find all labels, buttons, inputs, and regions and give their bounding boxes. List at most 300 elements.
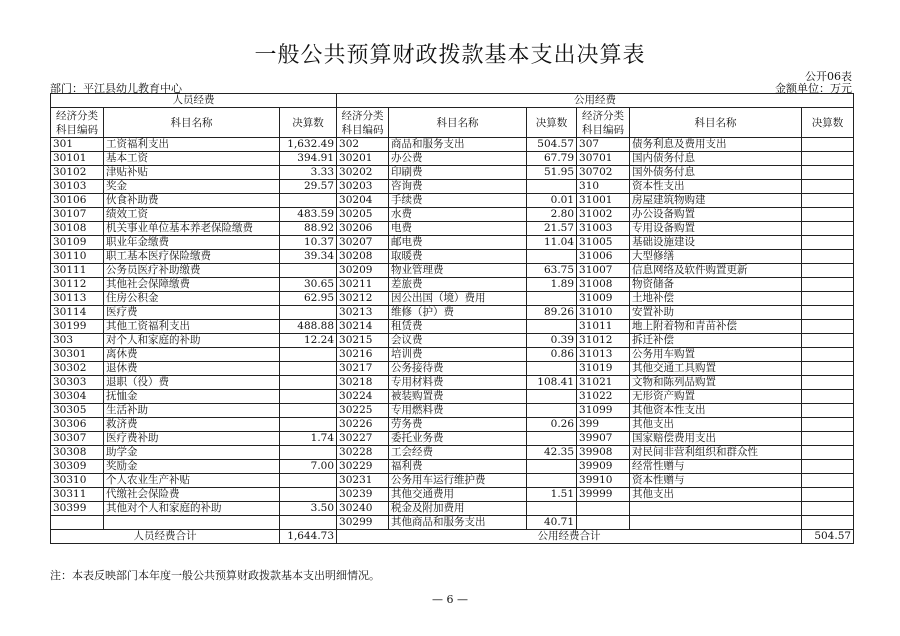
- amount-cell: 51.95: [527, 166, 577, 180]
- table-row: [51, 180, 854, 194]
- amount-cell: [802, 250, 854, 264]
- amount-cell: [527, 250, 577, 264]
- amount-cell: 1.74: [280, 432, 337, 446]
- code-cell: [577, 516, 630, 530]
- code-cell: 31010: [577, 306, 630, 320]
- name-cell: 医疗费: [104, 306, 280, 320]
- code-cell: 31003: [577, 222, 630, 236]
- col-name-header: 科目名称: [630, 108, 802, 138]
- name-cell: 邮电费: [389, 236, 527, 250]
- name-cell: 商品和服务支出: [389, 138, 527, 152]
- code-cell: 30311: [51, 488, 104, 502]
- code-cell: 30103: [51, 180, 104, 194]
- name-cell: 其他社会保障缴费: [104, 278, 280, 292]
- amount-cell: [802, 376, 854, 390]
- name-cell: 工会经费: [389, 446, 527, 460]
- table-row: [51, 236, 854, 250]
- name-cell: 抚恤金: [104, 390, 280, 404]
- name-cell: 其他商品和服务支出: [389, 516, 527, 530]
- amount-cell: 12.24: [280, 334, 337, 348]
- name-cell: 专用燃料费: [389, 404, 527, 418]
- name-cell: 助学金: [104, 446, 280, 460]
- personnel-total-label: 人员经费合计: [51, 530, 280, 544]
- code-cell: 30303: [51, 376, 104, 390]
- code-cell: 307: [577, 138, 630, 152]
- name-cell: 奖金: [104, 180, 280, 194]
- amount-cell: 89.26: [527, 306, 577, 320]
- code-cell: 30106: [51, 194, 104, 208]
- code-cell: 30302: [51, 362, 104, 376]
- name-cell: 公务员医疗补助缴费: [104, 264, 280, 278]
- code-cell: 30226: [337, 418, 389, 432]
- table-row: [51, 208, 854, 222]
- amount-cell: [527, 432, 577, 446]
- department-label: 部门：平江县幼儿教育中心: [50, 82, 182, 95]
- amount-cell: [802, 292, 854, 306]
- amount-cell: [802, 348, 854, 362]
- name-cell: 电费: [389, 222, 527, 236]
- name-cell: 因公出国（境）费用: [389, 292, 527, 306]
- amount-cell: 0.01: [527, 194, 577, 208]
- amount-cell: [280, 516, 337, 530]
- code-cell: 30108: [51, 222, 104, 236]
- name-cell: 公务接待费: [389, 362, 527, 376]
- col-code-header: 经济分类科目编码: [577, 108, 630, 138]
- amount-cell: [280, 390, 337, 404]
- name-cell: 对民间非营利组织和群众性: [630, 446, 802, 460]
- amount-cell: [802, 446, 854, 460]
- amount-cell: [280, 362, 337, 376]
- code-cell: 30211: [337, 278, 389, 292]
- amount-cell: [802, 418, 854, 432]
- amount-cell: 483.59: [280, 208, 337, 222]
- amount-cell: [802, 334, 854, 348]
- name-cell: 培训费: [389, 348, 527, 362]
- amount-cell: [280, 376, 337, 390]
- amount-cell: [527, 320, 577, 334]
- amount-cell: [802, 166, 854, 180]
- table-row: [51, 488, 854, 502]
- amount-cell: 1.51: [527, 488, 577, 502]
- code-cell: 30216: [337, 348, 389, 362]
- code-cell: 30399: [51, 502, 104, 516]
- name-cell: 其他支出: [630, 418, 802, 432]
- amount-cell: [280, 474, 337, 488]
- name-cell: 职工基本医疗保险缴费: [104, 250, 280, 264]
- code-cell: 30214: [337, 320, 389, 334]
- code-cell: 30112: [51, 278, 104, 292]
- amount-cell: [802, 194, 854, 208]
- amount-cell: 394.91: [280, 152, 337, 166]
- name-cell: 咨询费: [389, 180, 527, 194]
- amount-cell: 63.75: [527, 264, 577, 278]
- code-cell: 30114: [51, 306, 104, 320]
- name-cell: 公务用车购置: [630, 348, 802, 362]
- amount-cell: [802, 516, 854, 530]
- code-cell: 30224: [337, 390, 389, 404]
- name-cell: 福利费: [389, 460, 527, 474]
- amount-cell: [802, 432, 854, 446]
- table-row: [51, 502, 854, 516]
- name-cell: 机关事业单位基本养老保险缴费: [104, 222, 280, 236]
- code-cell: 30110: [51, 250, 104, 264]
- name-cell: 伙食补助费: [104, 194, 280, 208]
- code-cell: 30306: [51, 418, 104, 432]
- code-cell: 30231: [337, 474, 389, 488]
- name-cell: 大型修缮: [630, 250, 802, 264]
- name-cell: 物资储备: [630, 278, 802, 292]
- amount-cell: [802, 306, 854, 320]
- name-cell: 国内债务付息: [630, 152, 802, 166]
- name-cell: 拆迁补偿: [630, 334, 802, 348]
- amount-cell: [802, 474, 854, 488]
- table-row: [51, 348, 854, 362]
- name-cell: 印刷费: [389, 166, 527, 180]
- table-row: [51, 446, 854, 460]
- name-cell: 基础设施建设: [630, 236, 802, 250]
- name-cell: 其他对个人和家庭的补助: [104, 502, 280, 516]
- amount-cell: 29.57: [280, 180, 337, 194]
- amount-cell: [280, 264, 337, 278]
- table-row: [51, 418, 854, 432]
- code-cell: 30109: [51, 236, 104, 250]
- name-cell: 租赁费: [389, 320, 527, 334]
- name-cell: 其他资本性支出: [630, 404, 802, 418]
- amount-cell: [527, 362, 577, 376]
- code-cell: 30225: [337, 404, 389, 418]
- code-cell: 30203: [337, 180, 389, 194]
- amount-cell: [802, 152, 854, 166]
- code-cell: 30304: [51, 390, 104, 404]
- name-cell: 差旅费: [389, 278, 527, 292]
- amount-cell: [280, 418, 337, 432]
- name-cell: 文物和陈列品购置: [630, 376, 802, 390]
- footnote: 注：本表反映部门本年度一般公共预算财政拨款基本支出明细情况。: [50, 569, 380, 582]
- amount-cell: 488.88: [280, 320, 337, 334]
- code-cell: 39909: [577, 460, 630, 474]
- personnel-section-header: 人员经费: [51, 94, 337, 108]
- name-cell: 工资福利支出: [104, 138, 280, 152]
- code-cell: [577, 502, 630, 516]
- name-cell: 办公设备购置: [630, 208, 802, 222]
- name-cell: 安置补助: [630, 306, 802, 320]
- amount-cell: [802, 278, 854, 292]
- amount-cell: 7.00: [280, 460, 337, 474]
- code-cell: 30208: [337, 250, 389, 264]
- amount-cell: 0.26: [527, 418, 577, 432]
- amount-cell: [527, 180, 577, 194]
- col-code-header: 经济分类科目编码: [51, 108, 104, 138]
- name-cell: 其他支出: [630, 488, 802, 502]
- code-cell: 310: [577, 180, 630, 194]
- amount-cell: [802, 264, 854, 278]
- amount-cell: [802, 320, 854, 334]
- name-cell: 国家赔偿费用支出: [630, 432, 802, 446]
- code-cell: 39999: [577, 488, 630, 502]
- table-row: [51, 390, 854, 404]
- name-cell: 房屋建筑物购建: [630, 194, 802, 208]
- amount-cell: 504.57: [527, 138, 577, 152]
- amount-cell: [527, 390, 577, 404]
- amount-cell: 11.04: [527, 236, 577, 250]
- code-cell: 30201: [337, 152, 389, 166]
- name-cell: 资本性赠与: [630, 474, 802, 488]
- name-cell: 救济费: [104, 418, 280, 432]
- code-cell: 30309: [51, 460, 104, 474]
- code-cell: 30308: [51, 446, 104, 460]
- code-cell: 30113: [51, 292, 104, 306]
- table-row: [51, 278, 854, 292]
- page-number: — 6 —: [432, 593, 468, 606]
- code-cell: 30101: [51, 152, 104, 166]
- code-cell: 30218: [337, 376, 389, 390]
- name-cell: 其他交通工具购置: [630, 362, 802, 376]
- table-row: [51, 292, 854, 306]
- code-cell: 30207: [337, 236, 389, 250]
- code-cell: 30217: [337, 362, 389, 376]
- table-row: [51, 320, 854, 334]
- code-cell: 31009: [577, 292, 630, 306]
- table-row: [51, 264, 854, 278]
- code-cell: 31007: [577, 264, 630, 278]
- code-cell: 30702: [577, 166, 630, 180]
- budget-table: [50, 93, 854, 544]
- code-cell: 30205: [337, 208, 389, 222]
- amount-cell: [802, 488, 854, 502]
- amount-cell: 39.34: [280, 250, 337, 264]
- code-cell: 30204: [337, 194, 389, 208]
- amount-cell: 3.33: [280, 166, 337, 180]
- amount-cell: 21.57: [527, 222, 577, 236]
- name-cell: 职业年金缴费: [104, 236, 280, 250]
- name-cell: 住房公积金: [104, 292, 280, 306]
- table-code: 公开06表: [805, 70, 852, 83]
- code-cell: 31011: [577, 320, 630, 334]
- code-cell: 30239: [337, 488, 389, 502]
- amount-cell: 3.50: [280, 502, 337, 516]
- code-cell: 303: [51, 334, 104, 348]
- amount-cell: 1.89: [527, 278, 577, 292]
- code-cell: 39910: [577, 474, 630, 488]
- unit-label: 金额单位：万元: [775, 82, 852, 95]
- code-cell: 30107: [51, 208, 104, 222]
- amount-cell: [802, 222, 854, 236]
- code-cell: 31001: [577, 194, 630, 208]
- name-cell: 代缴社会保险费: [104, 488, 280, 502]
- code-cell: 30305: [51, 404, 104, 418]
- table-row: [51, 194, 854, 208]
- name-cell: [630, 502, 802, 516]
- amount-cell: 0.86: [527, 348, 577, 362]
- name-cell: 专用设备购置: [630, 222, 802, 236]
- name-cell: 信息网络及软件购置更新: [630, 264, 802, 278]
- table-row: [51, 250, 854, 264]
- name-cell: 办公费: [389, 152, 527, 166]
- amount-cell: [802, 180, 854, 194]
- name-cell: 劳务费: [389, 418, 527, 432]
- table-row: [51, 404, 854, 418]
- name-cell: 奖励金: [104, 460, 280, 474]
- amount-cell: [527, 502, 577, 516]
- public-total-value: 504.57: [802, 530, 854, 544]
- name-cell: 土地补偿: [630, 292, 802, 306]
- public-total-label: 公用经费合计: [337, 530, 802, 544]
- name-cell: 对个人和家庭的补助: [104, 334, 280, 348]
- amount-cell: 67.79: [527, 152, 577, 166]
- col-amount-header: 决算数: [280, 108, 337, 138]
- col-amount-header: 决算数: [527, 108, 577, 138]
- name-cell: 医疗费补助: [104, 432, 280, 446]
- code-cell: 30206: [337, 222, 389, 236]
- code-cell: 302: [337, 138, 389, 152]
- amount-cell: [280, 446, 337, 460]
- amount-cell: 108.41: [527, 376, 577, 390]
- name-cell: 债务利息及费用支出: [630, 138, 802, 152]
- amount-cell: 30.65: [280, 278, 337, 292]
- code-cell: 30212: [337, 292, 389, 306]
- code-cell: 31099: [577, 404, 630, 418]
- public-section-header: 公用经费: [337, 94, 854, 108]
- table-row: [51, 166, 854, 180]
- name-cell: 退休费: [104, 362, 280, 376]
- code-cell: 30299: [337, 516, 389, 530]
- code-cell: 30213: [337, 306, 389, 320]
- code-cell: 30228: [337, 446, 389, 460]
- code-cell: 31006: [577, 250, 630, 264]
- name-cell: 其他工资福利支出: [104, 320, 280, 334]
- amount-cell: [802, 404, 854, 418]
- code-cell: 30307: [51, 432, 104, 446]
- table-row: [51, 306, 854, 320]
- table-row: [51, 334, 854, 348]
- amount-cell: 42.35: [527, 446, 577, 460]
- col-name-header: 科目名称: [104, 108, 280, 138]
- col-code-header: 经济分类科目编码: [337, 108, 389, 138]
- code-cell: 30202: [337, 166, 389, 180]
- amount-cell: [802, 236, 854, 250]
- table-row: [51, 460, 854, 474]
- amount-cell: [527, 460, 577, 474]
- amount-cell: 1,632.49: [280, 138, 337, 152]
- name-cell: 取暖费: [389, 250, 527, 264]
- amount-cell: 0.39: [527, 334, 577, 348]
- code-cell: 31008: [577, 278, 630, 292]
- code-cell: 39908: [577, 446, 630, 460]
- code-cell: 30240: [337, 502, 389, 516]
- col-name-header: 科目名称: [389, 108, 527, 138]
- table-row: [51, 474, 854, 488]
- name-cell: 其他交通费用: [389, 488, 527, 502]
- name-cell: [104, 516, 280, 530]
- name-cell: 公务用车运行维护费: [389, 474, 527, 488]
- amount-cell: 40.71: [527, 516, 577, 530]
- name-cell: 经常性赠与: [630, 460, 802, 474]
- table-row: [51, 376, 854, 390]
- code-cell: 31012: [577, 334, 630, 348]
- amount-cell: [802, 390, 854, 404]
- name-cell: [630, 516, 802, 530]
- code-cell: 31013: [577, 348, 630, 362]
- name-cell: 生活补助: [104, 404, 280, 418]
- page-title: 一般公共预算财政拨款基本支出决算表: [254, 43, 646, 68]
- code-cell: 30215: [337, 334, 389, 348]
- code-cell: 30199: [51, 320, 104, 334]
- amount-cell: [280, 404, 337, 418]
- code-cell: 31019: [577, 362, 630, 376]
- name-cell: 委托业务费: [389, 432, 527, 446]
- name-cell: 绩效工资: [104, 208, 280, 222]
- code-cell: 30301: [51, 348, 104, 362]
- col-amount-header: 决算数: [802, 108, 854, 138]
- table-row: [51, 222, 854, 236]
- table-row: [51, 152, 854, 166]
- code-cell: 30209: [337, 264, 389, 278]
- name-cell: 地上附着物和青苗补偿: [630, 320, 802, 334]
- amount-cell: [802, 460, 854, 474]
- code-cell: 399: [577, 418, 630, 432]
- name-cell: 税金及附加费用: [389, 502, 527, 516]
- table-body: [51, 138, 854, 530]
- name-cell: 物业管理费: [389, 264, 527, 278]
- code-cell: 31005: [577, 236, 630, 250]
- code-cell: 30229: [337, 460, 389, 474]
- name-cell: 津贴补贴: [104, 166, 280, 180]
- code-cell: 30111: [51, 264, 104, 278]
- amount-cell: [802, 138, 854, 152]
- amount-cell: [802, 362, 854, 376]
- table-row: [51, 362, 854, 376]
- table-row: [51, 516, 854, 530]
- name-cell: 专用材料费: [389, 376, 527, 390]
- amount-cell: [280, 488, 337, 502]
- amount-cell: [527, 474, 577, 488]
- name-cell: 基本工资: [104, 152, 280, 166]
- code-cell: 301: [51, 138, 104, 152]
- code-cell: 31022: [577, 390, 630, 404]
- amount-cell: 10.37: [280, 236, 337, 250]
- name-cell: 会议费: [389, 334, 527, 348]
- amount-cell: [280, 306, 337, 320]
- amount-cell: [802, 502, 854, 516]
- name-cell: 维修（护）费: [389, 306, 527, 320]
- amount-cell: 2.80: [527, 208, 577, 222]
- code-cell: 31021: [577, 376, 630, 390]
- amount-cell: 88.92: [280, 222, 337, 236]
- name-cell: 手续费: [389, 194, 527, 208]
- table-row: [51, 432, 854, 446]
- name-cell: 无形资产购置: [630, 390, 802, 404]
- personnel-total-value: 1,644.73: [280, 530, 337, 544]
- amount-cell: 62.95: [280, 292, 337, 306]
- name-cell: 资本性支出: [630, 180, 802, 194]
- name-cell: 被装购置费: [389, 390, 527, 404]
- amount-cell: [527, 292, 577, 306]
- code-cell: 30701: [577, 152, 630, 166]
- table-row: [51, 138, 854, 152]
- name-cell: 国外债务付息: [630, 166, 802, 180]
- amount-cell: [280, 194, 337, 208]
- name-cell: 退职（役）费: [104, 376, 280, 390]
- code-cell: 30227: [337, 432, 389, 446]
- code-cell: [51, 516, 104, 530]
- amount-cell: [802, 208, 854, 222]
- name-cell: 离休费: [104, 348, 280, 362]
- code-cell: 39907: [577, 432, 630, 446]
- amount-cell: [527, 404, 577, 418]
- code-cell: 30102: [51, 166, 104, 180]
- amount-cell: [280, 348, 337, 362]
- name-cell: 个人农业生产补贴: [104, 474, 280, 488]
